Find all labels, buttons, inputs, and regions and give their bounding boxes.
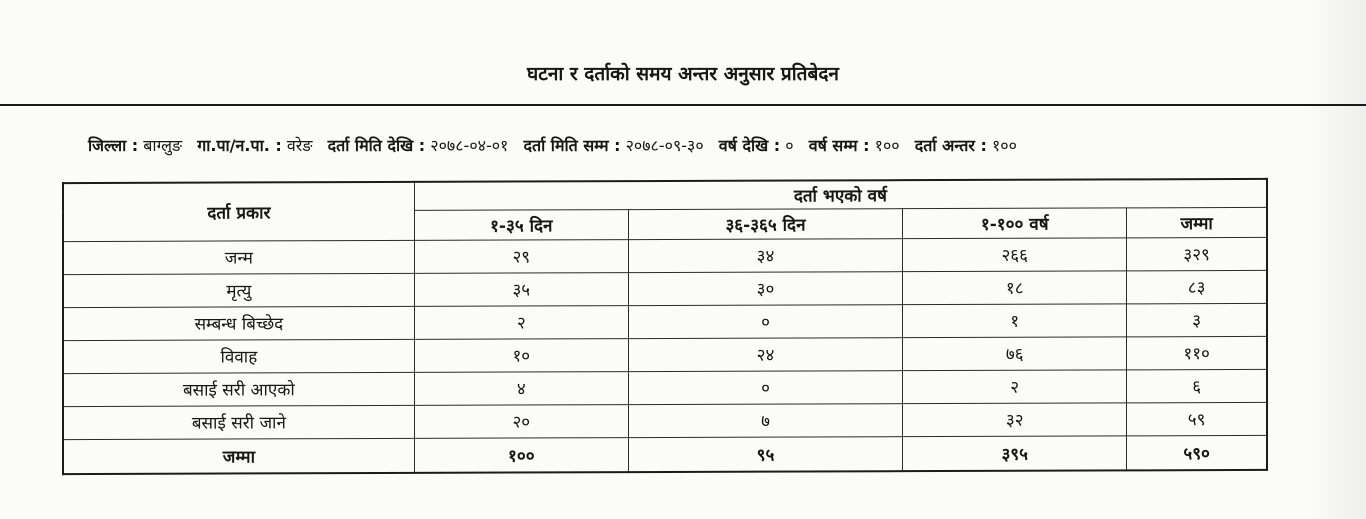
header-col-36-365-days: ३६-३६५ दिन bbox=[628, 208, 902, 239]
table-row bbox=[63, 303, 1267, 340]
cell: ४ bbox=[414, 371, 628, 405]
cell: ३४ bbox=[628, 238, 902, 272]
interval-value: १०० bbox=[991, 136, 1017, 155]
header-col-1-35-days: १-३५ दिन bbox=[414, 209, 628, 240]
cell: ३२९ bbox=[1127, 237, 1267, 270]
cell: ० bbox=[628, 370, 902, 404]
row-type: जन्म bbox=[63, 240, 414, 274]
title-divider bbox=[0, 104, 1366, 106]
table-row bbox=[63, 402, 1267, 439]
row-type: बसाई सरी आएको bbox=[63, 372, 414, 406]
row-type: बसाई सरी जाने bbox=[63, 405, 414, 439]
header-registration-year-group: दर्ता भएको वर्ष bbox=[414, 179, 1267, 210]
total-cell: ३९५ bbox=[903, 435, 1127, 470]
cell: ७ bbox=[628, 403, 902, 437]
year-to-value: १०० bbox=[874, 136, 900, 155]
table-row bbox=[63, 369, 1267, 406]
cell: १ bbox=[903, 303, 1127, 337]
total-row bbox=[63, 435, 1267, 474]
year-from-value: ० bbox=[785, 136, 794, 155]
date-from-label: दर्ता मिति देखि : bbox=[327, 136, 426, 155]
table-row bbox=[63, 336, 1267, 373]
cell: १८ bbox=[903, 270, 1127, 304]
date-to-value: २०७८-०९-३० bbox=[625, 136, 704, 155]
cell: ३५ bbox=[414, 272, 628, 306]
header-col-total: जम्मा bbox=[1127, 207, 1267, 237]
cell: ११० bbox=[1127, 336, 1267, 369]
year-from-label: वर्ष देखि : bbox=[718, 136, 781, 155]
registration-table bbox=[62, 178, 1268, 475]
header-col-1-100-years: १-१०० वर्ष bbox=[903, 207, 1127, 238]
total-label: जम्मा bbox=[63, 438, 414, 474]
cell: २६६ bbox=[903, 237, 1127, 271]
table-row bbox=[63, 270, 1267, 307]
cell: २ bbox=[903, 369, 1127, 403]
row-type: विवाह bbox=[63, 339, 414, 373]
cell: ० bbox=[628, 304, 902, 338]
cell: ६ bbox=[1127, 369, 1267, 402]
header-registration-type: दर्ता प्रकार bbox=[63, 182, 414, 241]
cell: २९ bbox=[414, 239, 628, 273]
date-from-value: २०७८-०४-०१ bbox=[430, 136, 509, 155]
row-type: सम्बन्ध बिच्छेद bbox=[63, 306, 414, 340]
date-to-label: दर्ता मिति सम्म : bbox=[523, 136, 621, 155]
cell: ५९ bbox=[1127, 402, 1267, 435]
page-edge-shade bbox=[1306, 0, 1366, 519]
filter-summary bbox=[88, 134, 1358, 156]
total-cell: ५९० bbox=[1127, 435, 1267, 470]
cell: १० bbox=[414, 338, 628, 372]
cell: २० bbox=[414, 404, 628, 438]
municipality-value: वरेङ bbox=[286, 136, 313, 155]
year-to-label: वर्ष सम्म : bbox=[808, 136, 870, 155]
total-cell: १०० bbox=[414, 437, 628, 472]
cell: ८३ bbox=[1127, 270, 1267, 303]
table-row bbox=[63, 237, 1267, 274]
cell: ७६ bbox=[903, 336, 1127, 370]
cell: २ bbox=[414, 305, 628, 339]
report-title: घटना र दर्ताको समय अन्तर अनुसार प्रतिबेदन bbox=[527, 63, 839, 85]
interval-label: दर्ता अन्तर : bbox=[914, 136, 987, 155]
district-value: बाग्लुङ bbox=[143, 136, 183, 155]
municipality-label: गा.पा/न.पा. : bbox=[197, 136, 282, 155]
row-type: मृत्यु bbox=[63, 273, 414, 307]
cell: ३ bbox=[1127, 303, 1267, 336]
cell: ३२ bbox=[903, 402, 1127, 436]
total-cell: ९५ bbox=[628, 436, 902, 471]
cell: २४ bbox=[628, 337, 902, 371]
cell: ३० bbox=[628, 271, 902, 305]
district-label: जिल्ला : bbox=[88, 136, 139, 155]
